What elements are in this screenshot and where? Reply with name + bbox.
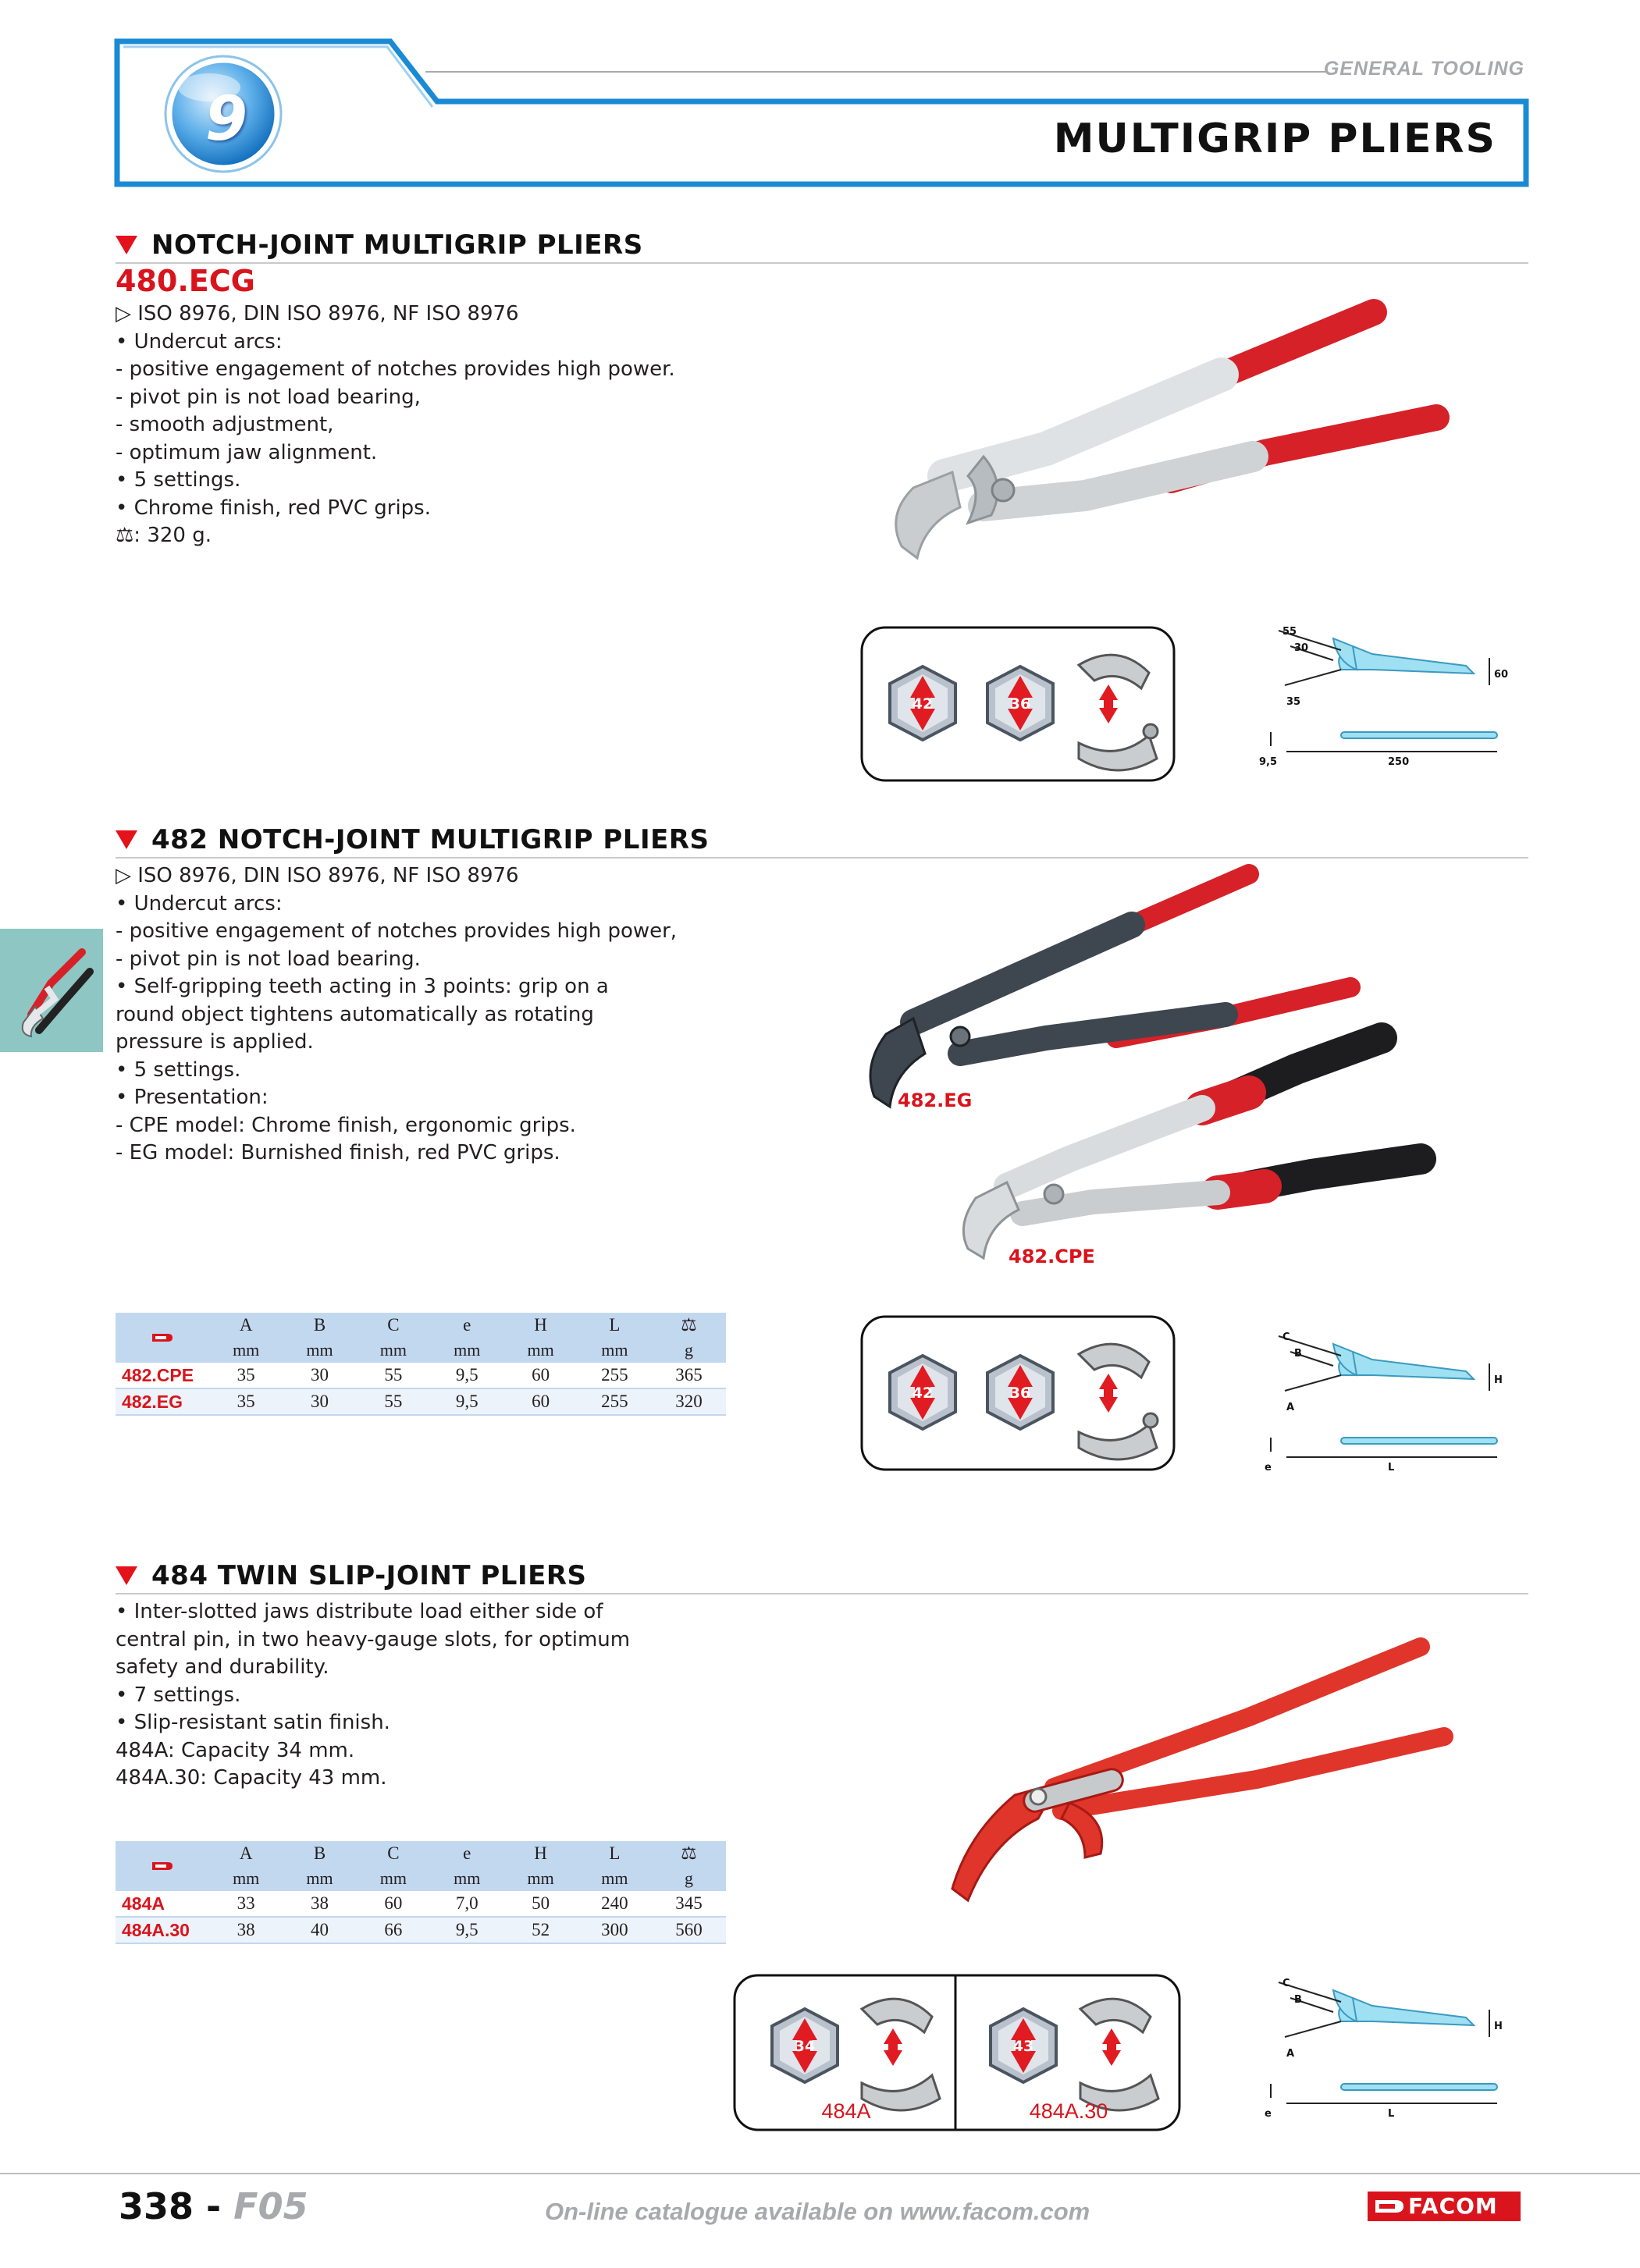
section-heading-482: [116, 824, 1528, 858]
description-line: safety and durability.: [116, 1655, 329, 1679]
table-cell: 35: [209, 1388, 283, 1415]
dimension-label: 55: [1282, 626, 1297, 638]
description-line: pressure is applied.: [116, 1030, 314, 1054]
facom-ref-icon: [151, 1332, 174, 1343]
description-line: - smooth adjustment,: [116, 413, 334, 436]
column-header-weight: ⚖: [652, 1841, 726, 1866]
row-reference: 482.EG: [116, 1388, 209, 1415]
dimension-label: H: [1494, 1374, 1503, 1386]
page-number: [119, 2185, 308, 2227]
capacity-box-480: [860, 626, 1176, 782]
description-line: • Presentation:: [116, 1086, 269, 1109]
section-heading-484: [116, 1560, 1528, 1594]
table-cell: 30: [283, 1388, 356, 1415]
description-line: - positive engagement of notches provides high power.: [116, 357, 675, 381]
capacity-value: 36: [1009, 1385, 1031, 1402]
column-unit: mm: [503, 1866, 577, 1891]
capacity-value: 36: [1009, 695, 1031, 713]
table-cell: 38: [283, 1891, 356, 1917]
reference-column-header: [116, 1313, 209, 1363]
dimension-label: 250: [1388, 756, 1410, 768]
table-cell: 7,0: [430, 1891, 503, 1917]
table-cell: 240: [578, 1891, 652, 1917]
table-cell: 33: [209, 1891, 283, 1917]
dimension-label: 35: [1286, 696, 1301, 708]
row-reference: 484A.30: [116, 1917, 209, 1943]
table-cell: 560: [652, 1917, 726, 1943]
triangle-bullet-icon: [116, 1566, 137, 1585]
dimension-diagram-484: [1255, 1951, 1505, 2123]
chapter-side-tab[interactable]: [0, 929, 103, 1052]
dimension-label: A: [1286, 2048, 1295, 2060]
description-line: - CPE model: Chrome finish, ergonomic grips.: [116, 1113, 576, 1137]
dimension-label: e: [1265, 2108, 1272, 2120]
table-cell: 60: [357, 1891, 430, 1917]
capacity-value: 34: [794, 2038, 816, 2055]
description-line: • 7 settings.: [116, 1683, 241, 1707]
dimension-label: 9,5: [1259, 756, 1278, 768]
description-line: central pin, in two heavy-gauge slots, for optimum: [116, 1627, 631, 1651]
column-unit: mm: [357, 1338, 430, 1363]
description-line: • 5 settings.: [116, 1058, 241, 1082]
triangle-bullet-icon: [116, 236, 137, 254]
description-line: round object tightens automatically as rotating: [116, 1002, 594, 1026]
description-line: ▷ ISO 8976, DIN ISO 8976, NF ISO 8976: [116, 302, 519, 325]
column-header: e: [430, 1313, 503, 1338]
column-header: e: [430, 1841, 503, 1866]
table-cell: 9,5: [430, 1363, 503, 1388]
table-cell: 60: [503, 1363, 577, 1388]
reference-column-header: [116, 1841, 209, 1891]
dimension-label: A: [1286, 1402, 1295, 1413]
description-line: • Slip-resistant satin finish.: [116, 1711, 390, 1734]
column-unit: mm: [283, 1866, 356, 1891]
table-row: [116, 1363, 726, 1388]
page-number-separator: -: [206, 2185, 222, 2227]
dimension-label: C: [1282, 1331, 1290, 1343]
image-label-482-cpe: 482.CPE: [1009, 1246, 1095, 1267]
description-line: • Undercut arcs:: [116, 891, 283, 915]
table-cell: 66: [357, 1917, 430, 1943]
column-header: A: [209, 1841, 283, 1866]
column-header: B: [283, 1841, 356, 1866]
dimension-label: L: [1388, 1462, 1395, 1473]
description-line: • Chrome finish, red PVC grips.: [116, 496, 431, 520]
description-line: • Self-gripping teeth acting in 3 points: grip on a: [116, 975, 609, 998]
column-header-weight: ⚖: [652, 1313, 726, 1338]
table-cell: 9,5: [430, 1917, 503, 1943]
brand-name: FACOM: [1408, 2193, 1498, 2219]
column-header: C: [357, 1841, 430, 1866]
facom-mark-icon: [1374, 2199, 1405, 2214]
facom-ref-icon: [151, 1861, 174, 1872]
page-code: F05: [233, 2185, 308, 2227]
capacity-box-484: [733, 1974, 1181, 2131]
column-unit: mm: [578, 1338, 652, 1363]
description-line: • Inter-slotted jaws distribute load either side of: [116, 1600, 603, 1623]
table-cell: 35: [209, 1363, 283, 1388]
capacity-value: 43: [1012, 2038, 1034, 2055]
row-reference: 482.CPE: [116, 1363, 209, 1388]
pliers-480-image: [827, 289, 1467, 578]
table-cell: 60: [503, 1388, 577, 1415]
description-line: ▷ ISO 8976, DIN ISO 8976, NF ISO 8976: [116, 864, 519, 887]
section-title: 482 NOTCH-JOINT MULTIGRIP PLIERS: [151, 824, 710, 855]
product-reference: 480.ECG: [116, 264, 255, 298]
table-cell: 300: [578, 1917, 652, 1943]
spec-table-482: [116, 1313, 726, 1416]
dimension-diagram-482: [1255, 1305, 1505, 1477]
column-unit: mm: [430, 1866, 503, 1891]
description-line: - EG model: Burnished finish, red PVC grips.: [116, 1141, 560, 1164]
page-title: MULTIGRIP PLIERS: [1053, 116, 1496, 162]
table-cell: 255: [578, 1388, 652, 1415]
table-row: [116, 1917, 726, 1943]
dimension-label: L: [1388, 2108, 1395, 2120]
table-row: [116, 1891, 726, 1917]
spec-table-484: [116, 1841, 726, 1944]
column-unit: g: [652, 1866, 726, 1891]
column-unit: mm: [209, 1866, 283, 1891]
column-unit: mm: [578, 1866, 652, 1891]
dimension-diagram-480: [1255, 599, 1509, 771]
section-heading-480: [116, 229, 1528, 264]
description-line: - positive engagement of notches provides high power,: [116, 919, 678, 943]
capacity-value: 42: [912, 1385, 934, 1402]
table-cell: 30: [283, 1363, 356, 1388]
table-cell: 365: [652, 1363, 726, 1388]
column-header: L: [578, 1313, 652, 1338]
table-cell: 345: [652, 1891, 726, 1917]
dimension-label: B: [1294, 1348, 1302, 1360]
dimension-label: B: [1294, 1994, 1302, 2006]
section-title: NOTCH-JOINT MULTIGRIP PLIERS: [151, 229, 643, 261]
dimension-label: 30: [1294, 642, 1309, 654]
capacity-box-482: [860, 1315, 1176, 1471]
image-label-482-eg: 482.EG: [898, 1090, 973, 1111]
description-line: ⚖: 320 g.: [116, 524, 212, 547]
column-unit: mm: [283, 1338, 356, 1363]
section-description: [116, 1598, 630, 1793]
column-unit: mm: [503, 1338, 577, 1363]
footer-divider: [0, 2173, 1640, 2174]
column-unit: g: [652, 1338, 726, 1363]
description-line: 484A.30: Capacity 43 mm.: [116, 1766, 387, 1790]
column-unit: mm: [357, 1866, 430, 1891]
column-header: L: [578, 1841, 652, 1866]
column-unit: mm: [430, 1338, 503, 1363]
chapter-number: 9: [205, 84, 248, 155]
table-row: [116, 1388, 726, 1415]
section-description: [116, 300, 675, 550]
capacity-value: 42: [912, 695, 934, 713]
triangle-bullet-icon: [116, 830, 137, 849]
table-cell: 40: [283, 1917, 356, 1943]
dimension-label: 60: [1494, 669, 1509, 681]
page-number-value: 338: [119, 2185, 194, 2227]
dimension-label: C: [1282, 1978, 1290, 1989]
column-header: H: [503, 1841, 577, 1866]
column-header: B: [283, 1313, 356, 1338]
table-cell: 320: [652, 1388, 726, 1415]
table-cell: 50: [503, 1891, 577, 1917]
capacity-model-label: 484A: [821, 2099, 871, 2123]
pliers-thumbnail-icon: [0, 929, 103, 1052]
table-cell: 55: [357, 1363, 430, 1388]
description-line: - pivot pin is not load bearing,: [116, 385, 421, 409]
capacity-model-label: 484A.30: [1029, 2099, 1108, 2123]
online-catalogue-link[interactable]: On-line catalogue available on www.facom.com: [545, 2198, 1090, 2225]
table-cell: 38: [209, 1917, 283, 1943]
column-header: A: [209, 1313, 283, 1338]
table-cell: 52: [503, 1917, 577, 1943]
description-line: 484A: Capacity 34 mm.: [116, 1738, 355, 1762]
pliers-482-image: [812, 858, 1452, 1280]
column-header: H: [503, 1313, 577, 1338]
column-header: C: [357, 1313, 430, 1338]
section-description: [116, 862, 677, 1168]
table-cell: 9,5: [430, 1388, 503, 1415]
description-line: • Undercut arcs:: [116, 329, 283, 354]
description-line: • 5 settings.: [116, 468, 241, 492]
dimension-label: e: [1265, 1462, 1272, 1473]
facom-logo: [1368, 2192, 1521, 2221]
table-cell: 255: [578, 1363, 652, 1388]
dimension-label: H: [1494, 2021, 1503, 2032]
row-reference: 484A: [116, 1891, 209, 1917]
section-title: 484 TWIN SLIP-JOINT PLIERS: [151, 1560, 587, 1591]
description-line: - pivot pin is not load bearing.: [116, 947, 421, 971]
description-line: - optimum jaw alignment.: [116, 440, 378, 464]
pliers-484-image: [921, 1631, 1483, 1928]
column-unit: mm: [209, 1338, 283, 1363]
table-cell: 55: [357, 1388, 430, 1415]
category-label: GENERAL TOOLING: [1323, 58, 1524, 80]
